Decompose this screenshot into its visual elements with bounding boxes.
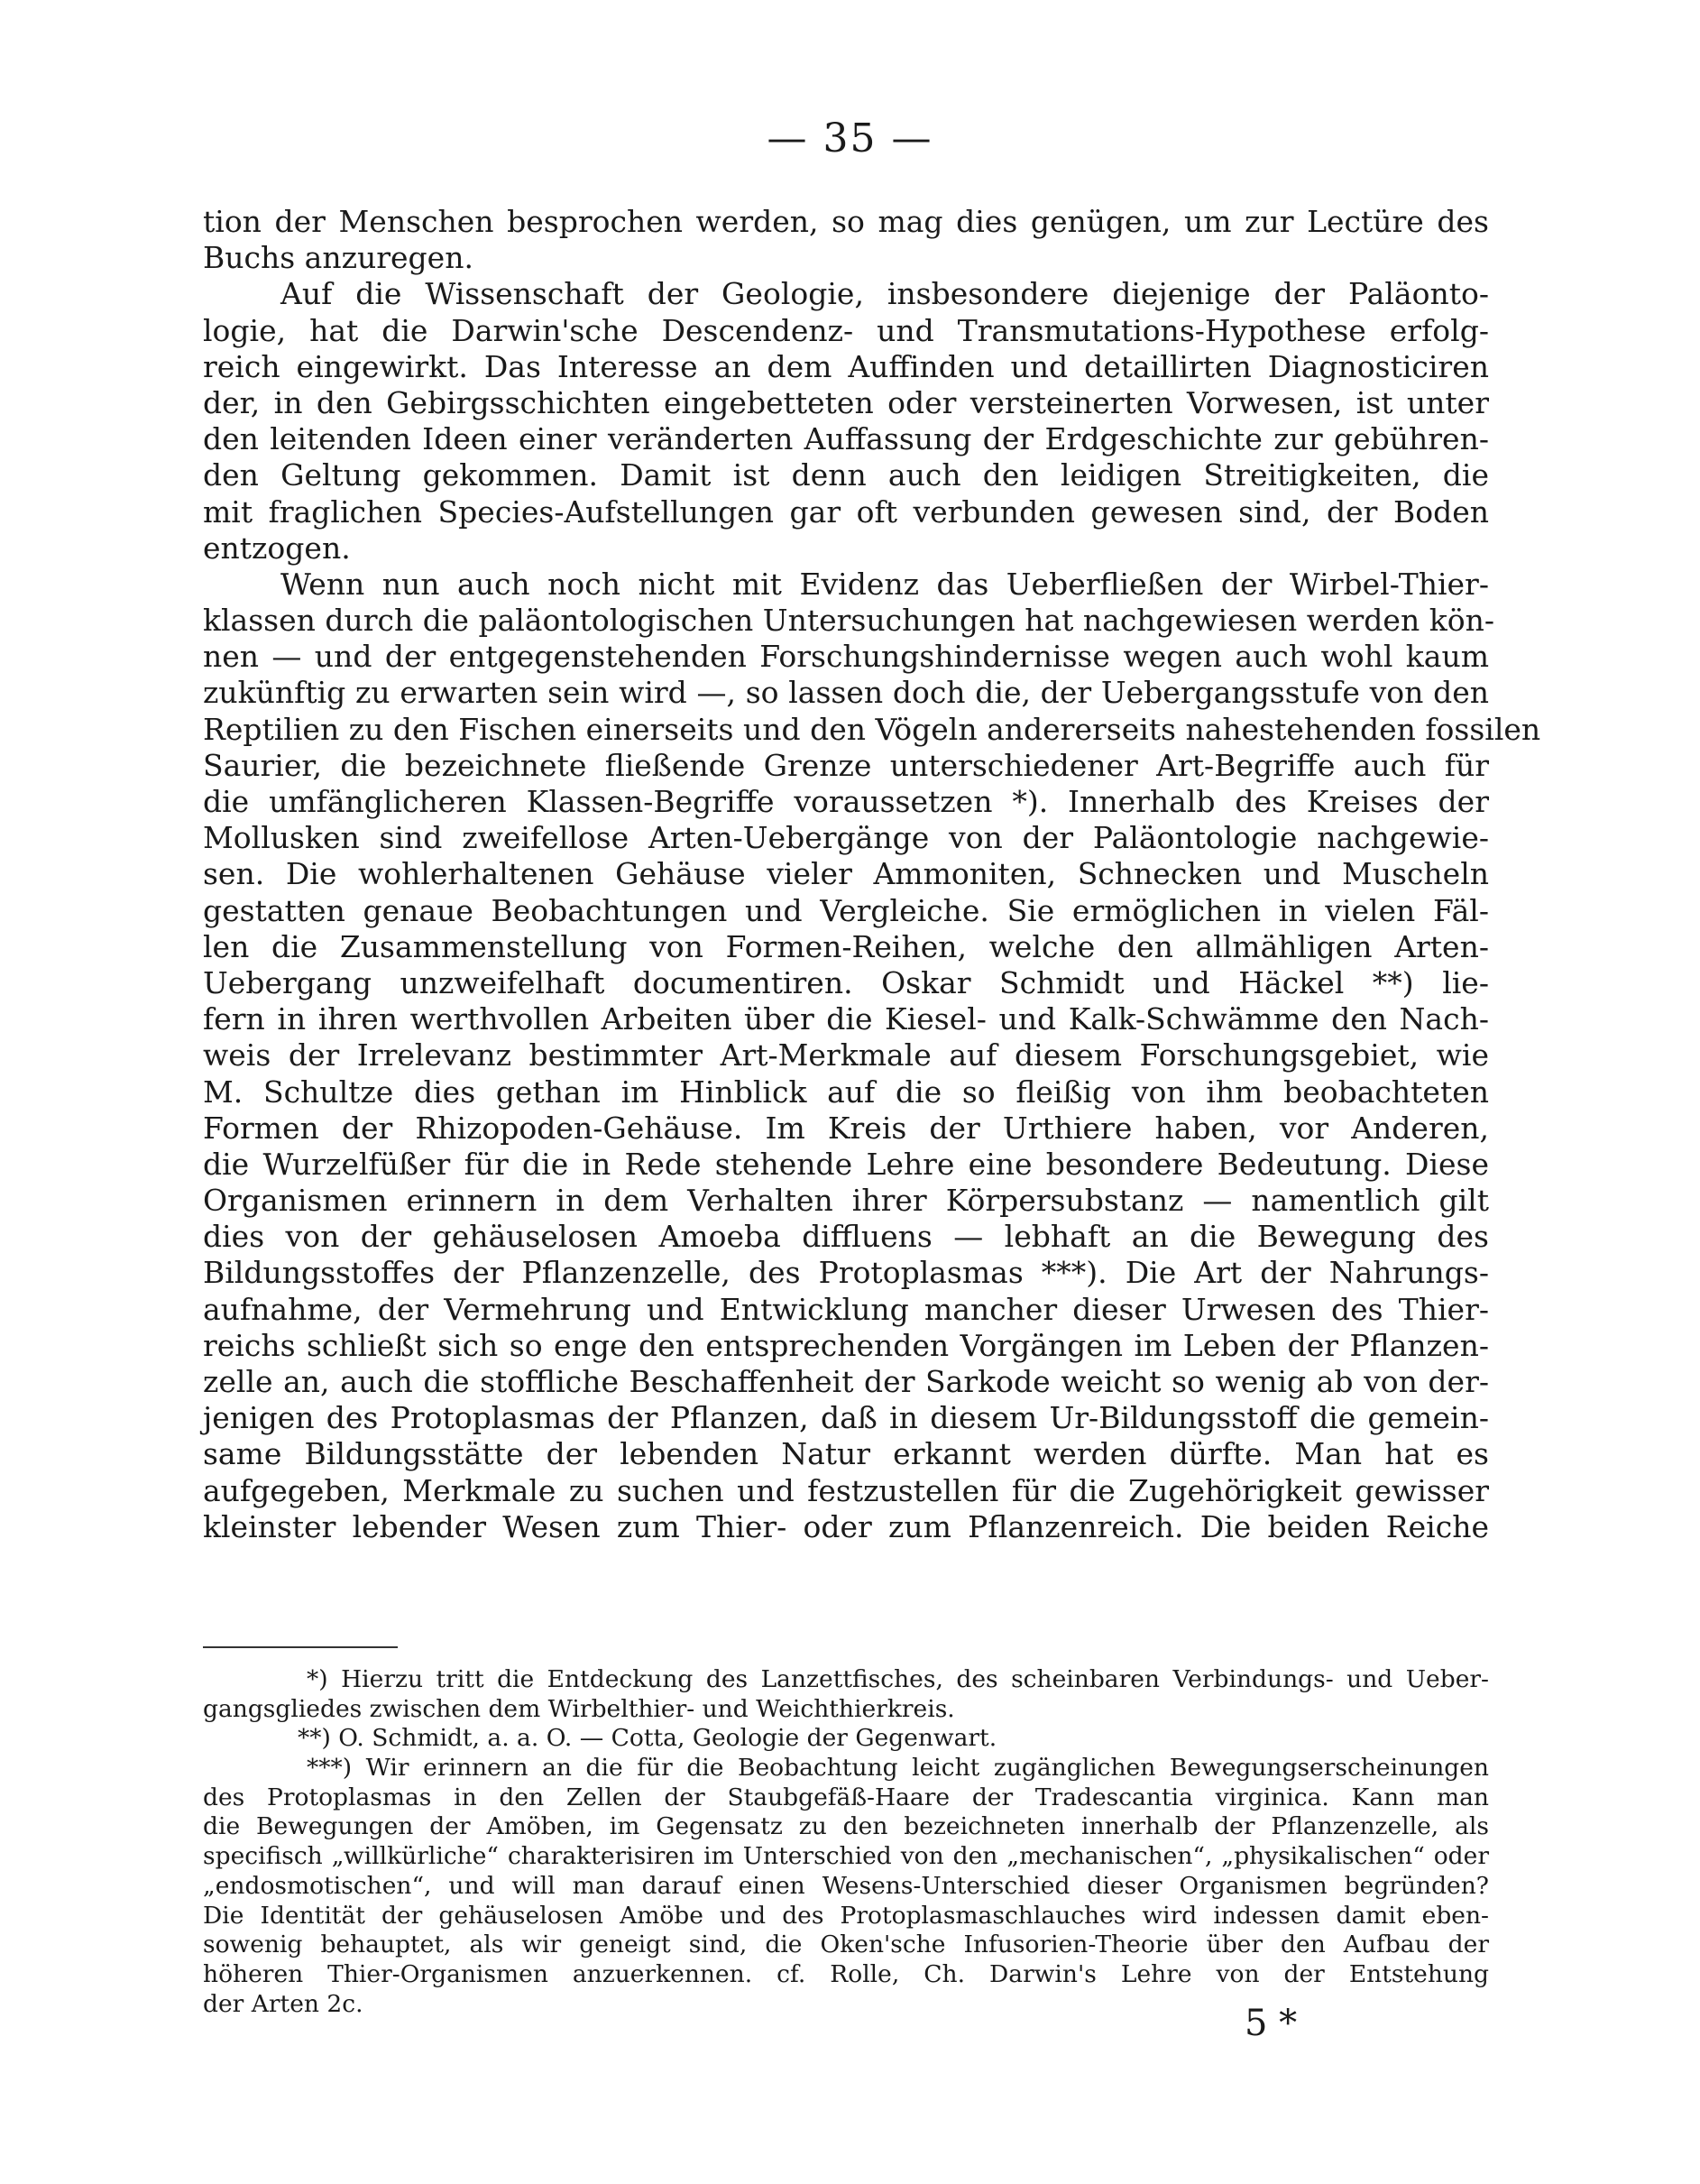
body-text [203,204,1541,1545]
body-line: logie, hat die Darwin'sche Descendenz- und Transmutations-Hypothese erfolg- [203,312,1489,348]
body-line: Saurier, die bezeichnete fließende Grenze unterschiedener Art-Begriffe auch für [203,747,1489,783]
body-line: der, in den Gebirgsschichten eingebetteten oder versteinerten Vorwesen, ist unter [203,384,1489,420]
footnote-line: höheren Thier-Organismen anzuerkennen. cf. Rolle, Ch. Darwin's Lehre von der Entstehung [203,1959,1489,1988]
body-line: Buchs anzuregen. [203,240,473,276]
body-line: aufgegeben, Merkmale zu suchen und festzustellen für die Zugehörigkeit gewisser [203,1472,1489,1508]
body-line: mit fraglichen Species-Aufstellungen gar oft verbunden gewesen sind, der Boden [203,493,1489,530]
footnote-line: specifisch „willkürliche“ charakterisiren im Unterschied von den „mechanischen“, „physikalischen“ oder [203,1842,1489,1871]
body-line: tion der Menschen besprochen werden, so mag dies genügen, um zur Lectüre des [203,204,1489,239]
footnote-line: des Protoplasmas in den Zellen der Staubgefäß-Haare der Tradescantia virginica. Kann man [203,1783,1489,1811]
footnote-line: Die Identität der gehäuselosen Amöbe und des Protoplasmaschlauches wird indessen damit eben- [203,1901,1489,1930]
body-line: len die Zusammenstellung von Formen-Reihen, welche den allmähligen Arten- [203,928,1489,964]
footnote-line: die Bewegungen der Amöben, im Gegensatz zu den bezeichneten innerhalb der Pflanzenzelle, als [203,1812,1489,1841]
body-line: reichs schließt sich so enge den entsprechenden Vorgängen im Leben der Pflanzen- [203,1327,1489,1363]
body-line: Bildungsstoffes der Pflanzenzelle, des Protoplasmas ***). Die Art der Nahrungs- [203,1255,1489,1291]
body-line: den Geltung gekommen. Damit ist denn auch den leidigen Streitigkeiten, die [203,457,1489,493]
footnote-divider [203,1646,398,1648]
footnote-line: sowenig behauptet, als wir geneigt sind, die Oken'sche Infusorien-Theorie über den Aufbau der [203,1931,1489,1959]
body-line: Organismen erinnern in dem Verhalten ihrer Körpersubstanz — namentlich gilt [203,1183,1489,1219]
body-line: M. Schultze dies gethan im Hinblick auf die so fleißig von ihm beobachteten [203,1074,1489,1110]
body-line: same Bildungsstätte der lebenden Natur erkannt werden dürfte. Man hat es [203,1436,1489,1472]
body-line: nen — und der entgegenstehenden Forschungshindernisse wegen auch wohl kaum [203,639,1489,675]
footnote-line: „endosmotischen“, und will man darauf einen Wesens-Unterschied dieser Organismen begründen? [203,1871,1489,1900]
body-line: aufnahme, der Vermehrung und Entwicklung mancher dieser Urwesen des Thier- [203,1291,1489,1327]
body-line: entzogen. [203,530,351,566]
body-line: die Wurzelfüßer für die in Rede stehende Lehre eine besondere Bedeutung. Diese [203,1146,1489,1182]
body-line: jenigen des Protoplasmas der Pflanzen, daß in diesem Ur-Bildungsstoff die gemein- [203,1400,1489,1436]
body-line: zelle an, auch die stoffliche Beschaffenheit der Sarkode weicht so wenig ab von der- [203,1364,1489,1399]
body-line: klassen durch die paläontologischen Untersuchungen hat nachgewiesen werden kön- [203,603,1494,639]
body-line: dies von der gehäuselosen Amoeba diffluens — lebhaft an die Bewegung des [203,1219,1489,1255]
body-line: kleinster lebender Wesen zum Thier- oder zum Pflanzenreich. Die beiden Reiche [203,1508,1489,1544]
footnote-line: gangsgliedes zwischen dem Wirbelthier- und Weichthierkreis. [203,1694,955,1723]
footnote-line: ***) Wir erinnern an die für die Beobachtung leicht zugänglichen Bewegungserscheinungen [307,1754,1489,1783]
signature-mark: 5 * [1245,2003,1298,2044]
body-line: Formen der Rhizopoden-Gehäuse. Im Kreis der Urthiere haben, vor Anderen, [203,1110,1489,1146]
body-line: Auf die Wissenschaft der Geologie, insbesondere diejenige der Paläonto- [280,276,1489,312]
body-line: gestatten genaue Beobachtungen und Vergleiche. Sie ermöglichen in vielen Fäl- [203,892,1489,928]
body-line: reich eingewirkt. Das Interesse an dem Auffinden und detaillirten Diagnosticiren [203,348,1489,384]
body-line: fern in ihren werthvollen Arbeiten über die Kiesel- und Kalk-Schwämme den Nach- [203,1001,1489,1037]
page-number: — 35 — [767,115,933,161]
footnotes [203,1665,1489,2019]
footnote-line: der Arten 2c. [203,1989,363,2018]
body-line: Uebergang unzweifelhaft documentiren. Oskar Schmidt und Häckel **) lie- [203,964,1489,1000]
body-line: die umfänglicheren Klassen-Begriffe voraussetzen *). Innerhalb des Kreises der [203,784,1489,819]
body-line: weis der Irrelevanz bestimmter Art-Merkmale auf diesem Forschungsgebiet, wie [203,1037,1489,1074]
body-line: Wenn nun auch noch nicht mit Evidenz das Ueberfließen der Wirbel-Thier- [280,566,1489,602]
footnote-line: *) Hierzu tritt die Entdeckung des Lanzettfisches, des scheinbaren Verbindungs- und Ueber- [307,1665,1489,1693]
body-line: Mollusken sind zweifellose Arten-Uebergänge von der Paläontologie nachgewie- [203,820,1489,856]
body-line: zukünftig zu erwarten sein wird —, so lassen doch die, der Uebergangsstufe von den [203,675,1489,711]
body-line: sen. Die wohlerhaltenen Gehäuse vieler Ammoniten, Schnecken und Muscheln [203,856,1489,892]
footnote-line: **) O. Schmidt, a. a. O. — Cotta, Geologie der Gegenwart. [298,1724,997,1753]
body-line: den leitenden Ideen einer veränderten Auffassung der Erdgeschichte zur gebühren- [203,421,1489,457]
body-line: Reptilien zu den Fischen einerseits und den Vögeln andererseits nahestehenden fossilen [203,711,1541,747]
